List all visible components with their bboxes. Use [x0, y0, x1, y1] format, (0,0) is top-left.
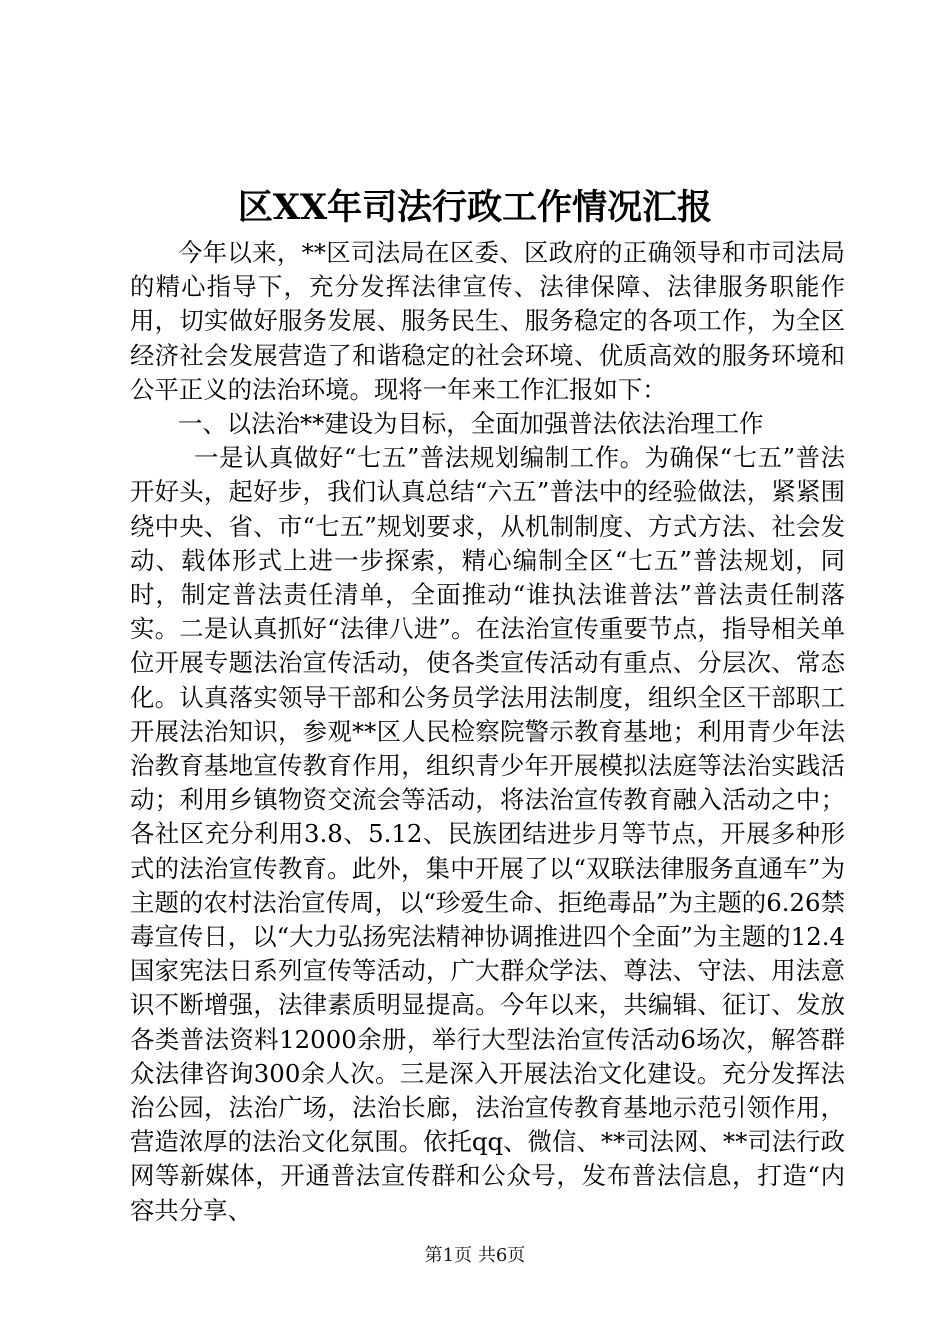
- section-heading: 一、以法治**建设为目标，全面加强普法依法治理工作: [178, 409, 764, 439]
- document-title: 区XX年司法行政工作情况汇报: [237, 187, 713, 228]
- document-body: [130, 236, 845, 1228]
- page-number: 第1页 共6页: [424, 1245, 526, 1266]
- intro-paragraph: 今年以来，**区司法局在区委、区政府的正确领导和市司法局的精心指导下，充分发挥法律宣传、法律保障、法律服务职能作用，切实做好服务发展、服务民生、服务稳定的各项工作，为全区经济社会发展营造了和谐稳定的社会环境、优质高效的服务环境和公平正义的法治环境。现将一年来工作汇报如下：: [130, 238, 845, 404]
- page-footer: [0, 1244, 950, 1268]
- section-paragraph: 一是认真做好“七五”普法规划编制工作。为确保“七五”普法开好头，起好步，我们认真总结“六五”普法中的经验做法，紧紧围绕中央、省、市“七五”规划要求，从机制制度、方式方法、社会发动、载体形式上进一步探索，精心编制全区“七五”普法规划，同时，制定普法责任清单，全面推动“谁执法谁普法”普法责任制落实。二是认真抓好“法律八进”。在法治宣传重要节点，指导相关单位开展专题法治宣传活动，使各类宣传活动有重点、分层次、常态化。认真落实领导干部和公务员学法用法制度，组织全区干部职工开展法治知识，参观**区人民检察院警示教育基地；利用青少年法治教育基地宣传教育作用，组织青少年开展模拟法庭等法治实践活动；利用乡镇物资交流会等活动，将法治宣传教育融入活动之中；各社区充分利用3.8、5.12、民族团结进步月等节点，开展多种形式的法治宣传教育。此外，集中开展了以“双联法律服务直通车”为主题的农村法治宣传周，以“珍爱生命、拒绝毒品”为主题的6.26禁毒宣传日，以“大力弘扬宪法精神协调推进四个全面”为主题的12.4国家宪法日系列宣传等活动，广大群众学法、尊法、守法、用法意识不断增强，法律素质明显提高。今年以来，共编辑、征订、发放各类普法资料12000余册，举行大型法治宣传活动6场次，解答群众法律咨询300余人次。三是深入开展法治文化建设。充分发挥法治公园，法治广场，法治长廊，法治宣传教育基地示范引领作用，营造浓厚的法治文化氛围。依托qq、微信、**司法网、**司法行政网等新媒体，开通普法宣传群和公众号，发布普法信息，打造“内容共分享、: [130, 443, 845, 1225]
